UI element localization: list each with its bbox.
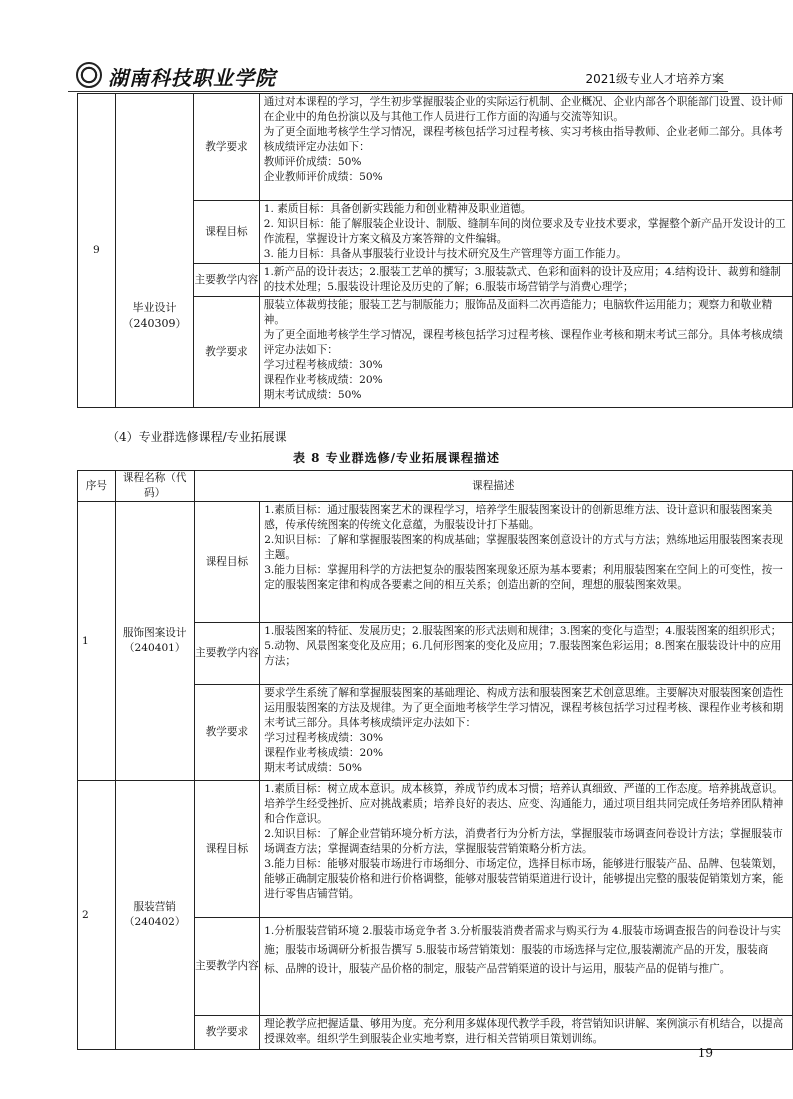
course-name-cell	[115, 781, 194, 1050]
teaching-requirements	[259, 297, 792, 408]
teaching-requirements	[259, 94, 792, 201]
page-number: 19	[697, 1046, 713, 1060]
teaching-requirements: 理论教学应把握适量、够用为度。充分利用多媒体现代教学手段，将营销知识讲解、案例演示有机结合，以提高授课效率。组织学生到服装企业实地考察，进行相关营销项目策划训练。	[260, 1016, 793, 1050]
main-content: 1.新产品的设计表达；2.服装工艺单的撰写；3.服装款式、色彩和面料的设计及应用；4.结构设计、裁剪和缝制的技术处理；5.服装设计理论及历史的了解；6.服装市场营销学与消费心理学；	[259, 264, 792, 297]
row-label: 课程目标	[194, 502, 260, 623]
course-name-cell	[115, 502, 194, 781]
row-label: 教学要求	[194, 94, 260, 201]
text-line: 期末考试成绩：50%	[263, 389, 362, 401]
teaching-requirements	[260, 685, 793, 781]
text-line: 2.知识目标：了解企业营销环境分析方法，消费者行为分析方法，掌握服装市场调查问卷设计方法；掌握服装市场调查方法；掌握调查结果的分析方法，掌握服装营销策略分析方法。	[264, 828, 783, 855]
course-goals	[260, 781, 793, 918]
text-line: 3.能力目标：能够对服装市场进行市场细分、市场定位，选择目标市场，能够进行服装产品、品牌、包装策划，能够正确制定服装价格和进行价格调整，能够对服装营销渠道进行设计，能够提出完整的服装促销策划方案，能进行零售店铺营销。	[264, 858, 784, 900]
page-header	[68, 58, 728, 92]
text-line: 为了更全面地考核学生学习情况，课程考核包括学习过程考核、课程作业考核和期末考试三部分。具体考核成绩评定办法如下：	[263, 329, 783, 356]
course-goals	[260, 502, 793, 623]
course-code: （240401）	[123, 642, 186, 654]
text-line: 服装立体裁剪技能；服装工艺与制版能力；服饰品及面料二次再造能力；电脑软件运用能力；观察力和敬业精神。	[263, 299, 773, 326]
text-line: 教师评价成绩：50%	[263, 156, 362, 168]
course-number-cell	[78, 781, 116, 1050]
section-title: （4）专业群选修课程/专业拓展课	[107, 430, 287, 444]
row-label: 主要教学内容	[194, 918, 260, 1016]
header-name: 课程名称（代码）	[115, 471, 194, 502]
text-line: 3.能力目标：掌握用科学的方法把复杂的服装图案现象还原为基本要素；利用服装图案在空间上的可变性，按一定的服装图案定律和构成各要素之间的相互关系；创造出新的空间，理想的服装图案效果。	[264, 564, 783, 591]
main-content: 1.服装图案的特征、发展历史；2.服装图案的形式法则和规律；3.图案的变化与造型；4.服装图案的组织形式；5.动物、风景图案变化及应用；6.几何形图案的变化及应用；7.服装图案色彩运用；8.图案在服装设计中的应用方法；	[260, 623, 793, 685]
text-line: 3. 能力目标：具备从事服装行业设计与技术研究及生产管理等方面工作能力。	[263, 248, 627, 260]
row-label: 主要教学内容	[194, 623, 260, 685]
text-line: 学习过程考核成绩：30%	[264, 732, 384, 744]
text-line: 2. 知识目标：能了解服装企业设计、制版、缝制车间的岗位要求及专业技术要求，掌握整个新产品开发设计的工作流程，掌握设计方案文稿及方案答辩的文件编辑。	[263, 218, 786, 245]
course-number: 9	[93, 244, 100, 256]
header-desc: 课程描述	[194, 471, 792, 502]
text-line: 课程作业考核成绩：20%	[263, 374, 383, 386]
document-title: 2021级专业人才培养方案	[585, 72, 724, 86]
row-label: 教学要求	[194, 297, 260, 408]
header-num: 序号	[78, 471, 116, 502]
text-line: 1. 素质目标：具备创新实践能力和创业精神及职业道德。	[263, 203, 532, 215]
text-line: 1.素质目标：树立成本意识。成本核算，养成节约成本习惯；培养认真细致、严谨的工作态度。培养挑战意识。培养学生经受挫折、应对挑战素质；培养良好的表达、应变、沟通能力，通过项目组共同完成任务培养团队精神和合作意识。	[264, 783, 784, 825]
course-name-cell	[115, 94, 193, 408]
text-line: 课程作业考核成绩：20%	[264, 747, 384, 759]
course-title: 服饰图案设计	[122, 627, 187, 639]
text-line: 企业教师评价成绩：50%	[263, 171, 383, 183]
course-number: 1	[82, 634, 89, 647]
row-label: 主要教学内容	[194, 264, 260, 297]
school-name: 湖南科技职业学院	[108, 66, 276, 90]
course-title: 毕业设计	[132, 301, 177, 314]
row-label: 教学要求	[194, 685, 260, 781]
course-name	[115, 300, 194, 332]
main-content: 1.分析服装营销环境 2.服装市场竞争者 3.分析服装消费者需求与购买行为 4.服装市场调查报告的问卷设计与实施；服装市场调研分析报告撰写 5.服装市场营销策划：服装的市场选择与定位,服装潮流产品的开发，服装商标、品牌的设计，服装产品价格的制定，服装产品营销渠道的设计与运用，服装产品的促销与推广。	[260, 918, 793, 1016]
text-line: 期末考试成绩：50%	[264, 762, 362, 774]
text-line: 学习过程考核成绩：30%	[263, 359, 383, 371]
course-number-cell	[78, 502, 116, 781]
text-line: 通过对本课程的学习，学生初步掌握服装企业的实际运行机制、企业概况、企业内部各个职能部门设置、设计师在企业中的角色扮演以及与其他工作人员进行工作方面的沟通与交流等知识。	[263, 96, 783, 123]
text-line: 为了更全面地考核学生学习情况，课程考核包括学习过程考核、实习考核由指导教师、企业老师二部分。具体考核成绩评定办法如下：	[263, 126, 783, 153]
school-logo-icon	[76, 62, 102, 88]
row-label: 课程目标	[194, 201, 260, 264]
course-code: （240309）	[122, 317, 187, 330]
row-label: 课程目标	[194, 781, 260, 918]
course-title: 服装营销	[133, 901, 176, 913]
elective-course-table	[77, 470, 793, 1050]
text-line: 2.知识目标：了解和掌握服装图案的构成基础；掌握服装图案创意设计的方式与方法；熟练地运用服装图案表现主题。	[264, 534, 783, 561]
text-line: 要求学生系统了解和掌握服装图案的基础理论、构成方法和服装图案艺术创意思维。主要解决对服装图案创造性运用服装图案的方法及规律。为了更全面地考核学生学习情况，课程考核包括学习过程考核、课程作业考核和期末考试三部分。具体考核成绩评定办法如下：	[264, 687, 784, 729]
text-line: 1.素质目标：通过服装图案艺术的课程学习，培养学生服装图案设计的创新思维方法、设计意识和服装图案美感，传承传统图案的传统文化意蕴，为服装设计打下基础。	[264, 504, 773, 531]
course-code: （240402）	[123, 916, 186, 928]
course-number-cell	[78, 94, 116, 408]
table-title: 表 8 专业群选修/专业拓展课程描述	[292, 451, 501, 465]
course-goals	[259, 201, 792, 264]
course-number: 2	[82, 908, 89, 921]
row-label: 教学要求	[194, 1016, 260, 1050]
course-table-top	[77, 93, 793, 408]
